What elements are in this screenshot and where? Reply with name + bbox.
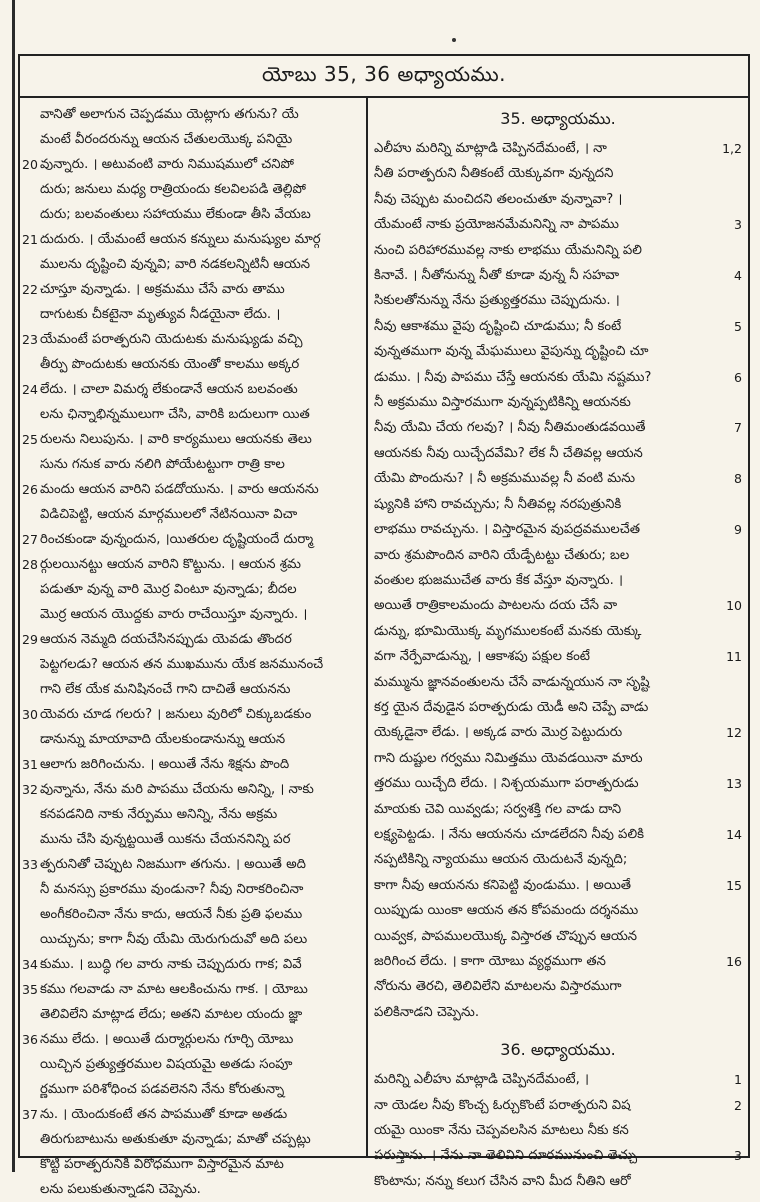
verse-number: 31 bbox=[22, 757, 38, 772]
verse-number: 3 bbox=[734, 1148, 742, 1164]
text-line bbox=[22, 377, 360, 402]
line-text: వున్నారు. । అటువంటి వారు నిముషములో చనిపో bbox=[40, 157, 294, 172]
text-line bbox=[374, 1118, 742, 1143]
verse-number: 7 bbox=[734, 420, 742, 436]
line-text: నా యెడల నీవు కొంచ్చ ఓర్చుకొంటే పరాత్పరుని విష bbox=[374, 1097, 631, 1113]
verse-number bbox=[716, 924, 742, 949]
line-text: రులను నిలుపును. । వారి కార్యములు ఆయనకు తెలు bbox=[40, 432, 312, 447]
line-text: వానితో అలాగున చెప్పడము యెట్లాగు తగును? యే bbox=[40, 107, 299, 122]
verse-number bbox=[716, 339, 742, 364]
verse-number bbox=[716, 746, 742, 771]
text-line bbox=[374, 1143, 742, 1168]
line-text: నోరును తెరచి, తెలివిలేని మాటలను విస్తారముగా bbox=[374, 979, 622, 995]
line-text: తీర్పు పొందుటకు ఆయనకు యెంతో కాలము అక్కర bbox=[40, 357, 300, 372]
verse-number: 4 bbox=[734, 268, 742, 284]
text-line bbox=[374, 568, 742, 593]
line-text: ర్ణముగా పరిశోధించ పడవలెనని నేను కోరుతున్నా bbox=[40, 1082, 285, 1097]
text-line bbox=[22, 577, 360, 602]
text-line bbox=[22, 727, 360, 752]
verse-number: 24 bbox=[22, 382, 38, 397]
text-line bbox=[22, 327, 360, 352]
line-text: తెలివిలేని మాట్లాడ లేదు; అతని మాటల యందు జ్ఞా bbox=[40, 1007, 303, 1022]
text-line bbox=[22, 702, 360, 727]
text-line bbox=[22, 1077, 360, 1102]
text-line bbox=[22, 602, 360, 627]
verse-number bbox=[716, 441, 742, 466]
line-text: మంటే వీరందరున్ను ఆయన చేతులయొక్క పనియై bbox=[40, 132, 293, 147]
text-line bbox=[374, 339, 742, 364]
line-text: మందు ఆయన వారిని పడదోయును. । వారు ఆయనను bbox=[40, 482, 319, 497]
line-text: మును చేసి వున్నట్టయితే యికను చేయననిన్ని పర bbox=[40, 832, 291, 847]
text-line bbox=[374, 619, 742, 644]
text-line bbox=[22, 1152, 360, 1177]
line-text: విడిచిపెట్టి, ఆయన మార్గములలో నేటినయినా విచా bbox=[40, 507, 298, 522]
chapter-35-heading: 35. అధ్యాయము. bbox=[500, 109, 616, 128]
right-column bbox=[368, 98, 748, 1189]
text-line bbox=[22, 177, 360, 202]
chapter-35-text bbox=[374, 136, 742, 1025]
text-line bbox=[22, 127, 360, 152]
verse-number: 25 bbox=[22, 432, 38, 447]
line-text: యెవరు చూడ గలరు? । జనులు వురిలో చిక్కుబడకుం bbox=[40, 707, 312, 722]
text-line bbox=[374, 974, 742, 999]
verse-number: 32 bbox=[22, 782, 38, 797]
text-line bbox=[22, 1127, 360, 1152]
line-text: సును గనుక వారు నలిగి పోయేటట్టుగా రాత్రి కాల bbox=[40, 457, 285, 472]
text-line bbox=[374, 543, 742, 568]
line-text: పరుస్తాను. । నేను నా తెలివిని దూరమునుంచి తెచ్చు bbox=[374, 1148, 638, 1164]
verse-number: 9 bbox=[734, 522, 742, 538]
line-text: అంగీకరించినా నేను కాదు, ఆయనే నీకు ప్రతి ఫలము bbox=[40, 907, 303, 922]
text-line bbox=[374, 949, 742, 974]
text-line bbox=[22, 677, 360, 702]
chapter-36-heading: 36. అధ్యాయము. bbox=[500, 1040, 616, 1060]
line-text: వంతుల భుజముచేత వారు కేక వేస్తూ వున్నారు. । bbox=[374, 572, 623, 588]
line-text: ష్యునికి హాని రావచ్చును; నీ నీతివల్ల నరపుత్రునికి bbox=[374, 496, 622, 512]
line-text: వగా నేర్పేవాడున్ను, । ఆకాశపు పక్షుల కంటే bbox=[374, 649, 590, 665]
text-line bbox=[374, 441, 742, 466]
text-line bbox=[22, 452, 360, 477]
text-line bbox=[22, 1102, 360, 1127]
line-text: తిరుగుబాటును అతుకుతూ వున్నాడు; మాతో చప్పట్లు bbox=[40, 1132, 311, 1147]
line-text: నీ అక్రమము విస్తారముగా వున్నప్పటికిన్ని ఆయనకు bbox=[374, 395, 631, 411]
line-text: నీవు యేమి చేయ గలవు? । నీవు నీతిమంతుడవయితే bbox=[374, 420, 646, 436]
verse-number bbox=[716, 847, 742, 872]
verse-number: 22 bbox=[22, 282, 38, 297]
line-text: యిచ్చును; కాగా నీవు యేమి యెరుగుదువో అది పలు bbox=[40, 932, 308, 947]
text-line bbox=[374, 822, 742, 847]
text-line bbox=[374, 924, 742, 949]
verse-number: 16 bbox=[726, 954, 742, 969]
verse-number bbox=[22, 1077, 40, 1102]
line-text: మాయకు చెవి యివ్వడు; సర్వశక్తి గల వాడు దాని bbox=[374, 801, 622, 817]
line-text: మమ్మును జ్ఞానవంతులను చేసే వాడున్నయున నా సృష్టి bbox=[374, 674, 650, 690]
text-line bbox=[22, 227, 360, 252]
text-line bbox=[374, 365, 742, 390]
text-line bbox=[374, 746, 742, 771]
line-text: యేమంటే నాకు ప్రయోజనమేమనిన్ని నా పాపము bbox=[374, 217, 619, 233]
text-line bbox=[22, 1177, 360, 1202]
line-text: కాగా నీవు ఆయనను కనిపెట్టి వుండుము. । అయితే bbox=[374, 877, 632, 893]
page-title: యోబు 35, 36 అధ్యాయము. bbox=[261, 61, 506, 86]
verse-number: 30 bbox=[22, 707, 38, 722]
text-line bbox=[374, 288, 742, 313]
line-text: కనపడనిది నాకు నేర్పుము అనిన్ని, నేను అక్రమ bbox=[40, 807, 278, 822]
text-line bbox=[22, 1027, 360, 1052]
verse-number bbox=[716, 1169, 742, 1194]
text-line bbox=[22, 852, 360, 877]
line-text: అయితే రాత్రికాలమందు పాటలను దయ చేసే వా bbox=[374, 598, 618, 614]
text-line bbox=[22, 877, 360, 902]
verse-number: 1 bbox=[734, 1072, 742, 1088]
verse-number bbox=[716, 898, 742, 923]
text-line bbox=[22, 627, 360, 652]
verse-number bbox=[22, 502, 40, 527]
verse-number: 15 bbox=[726, 877, 742, 893]
text-line bbox=[22, 927, 360, 952]
verse-number: 14 bbox=[726, 826, 742, 842]
line-text: నము లేదు. । అయితే దుర్మార్గులను గూర్చి యోబు bbox=[40, 1032, 294, 1047]
verse-number bbox=[22, 102, 40, 127]
line-text: యమై యింకా నేను చెప్పవలసిన మాటలు నీకు కన bbox=[374, 1123, 629, 1139]
text-line bbox=[374, 492, 742, 517]
verse-number bbox=[22, 1177, 40, 1202]
verse-number bbox=[22, 1052, 40, 1077]
text-line bbox=[22, 1052, 360, 1077]
text-line bbox=[22, 302, 360, 327]
verse-number bbox=[716, 288, 742, 313]
verse-number: 34 bbox=[22, 957, 38, 972]
line-text: మొర్ర ఆయన యొద్దకు వారు రాచేయిస్తూ వున్నారు. । bbox=[40, 607, 308, 622]
line-text: డానున్ను మాయావాది యేలకుండానున్ను ఆయన bbox=[40, 732, 286, 747]
verse-number bbox=[22, 302, 40, 327]
chapter-36-text bbox=[374, 1067, 742, 1194]
columns bbox=[20, 98, 748, 1197]
text-line bbox=[374, 873, 742, 898]
verse-number bbox=[716, 670, 742, 695]
line-text: నీ మనస్సు ప్రకారము వుండునా? నీవు నిరాకరించినా bbox=[40, 882, 304, 897]
line-text: యిప్పుడు యింకా ఆయన తన కోపమందు దర్శనము bbox=[374, 903, 639, 919]
verse-number: 12 bbox=[726, 725, 742, 741]
verse-number bbox=[22, 927, 40, 952]
text-line bbox=[22, 802, 360, 827]
verse-number: 2 bbox=[734, 1097, 742, 1113]
line-text: యివ్వక, పాపములయొక్క విస్తారత చొప్పున ఆయన bbox=[374, 928, 638, 944]
text-line bbox=[374, 847, 742, 872]
text-line bbox=[374, 1000, 742, 1025]
text-line bbox=[374, 644, 742, 669]
text-line bbox=[374, 466, 742, 491]
verse-number bbox=[716, 161, 742, 186]
line-text: వారు శ్రమపొందిన వారిని యేడ్పేటట్టు చేతురు; బల bbox=[374, 547, 630, 563]
line-text: నీవు చెప్పుట మంచిదని తలంచుతూ వున్నావా? । bbox=[374, 191, 623, 207]
text-line bbox=[374, 1067, 742, 1092]
line-text: గాని దుష్టుల గర్వము నిమిత్తము యెవడయినా మారు bbox=[374, 750, 643, 766]
verse-number: 29 bbox=[22, 632, 38, 647]
line-text: యిచ్చిన ప్రత్యుత్తరముల విషయమై అతడు సంపూ bbox=[40, 1057, 293, 1072]
text-line bbox=[22, 1002, 360, 1027]
line-text: నీతి పరాత్పరుని నీతికంటే యెక్కువగా వున్నదని bbox=[374, 166, 614, 182]
verse-number: 35 bbox=[22, 982, 38, 997]
text-line bbox=[22, 152, 360, 177]
verse-number bbox=[716, 568, 742, 593]
verse-number bbox=[22, 652, 40, 677]
text-line bbox=[22, 277, 360, 302]
verse-number: 36 bbox=[22, 1032, 38, 1047]
line-text: మరిన్ని ఎలీహు మాట్లాడి చెప్పినదేమంటే, । bbox=[374, 1072, 589, 1088]
verse-number bbox=[22, 727, 40, 752]
line-text: పడుతూ వున్న వారి మొర్ర వింటూ వున్నాడు; బీదల bbox=[40, 582, 297, 597]
text-line bbox=[22, 402, 360, 427]
line-text: లేదు. । చాలా విమర్శ లేకుండానే ఆయన బలవంతు bbox=[40, 382, 298, 397]
line-text: రించకుండా వున్నందున, ।యితరుల దృష్టియందే దుర్మా bbox=[40, 532, 314, 547]
text-line bbox=[374, 212, 742, 237]
verse-number bbox=[22, 1002, 40, 1027]
text-line bbox=[22, 202, 360, 227]
verse-number bbox=[716, 695, 742, 720]
verse-number bbox=[22, 452, 40, 477]
text-line bbox=[374, 695, 742, 720]
text-line bbox=[22, 652, 360, 677]
verse-number bbox=[22, 352, 40, 377]
line-text: నీవు ఆకాశము వైపు దృష్టించి చూడుము; నీ కంటే bbox=[374, 318, 622, 334]
verse-number bbox=[716, 797, 742, 822]
verse-number bbox=[22, 1127, 40, 1152]
text-line bbox=[22, 502, 360, 527]
verse-number bbox=[22, 827, 40, 852]
text-line bbox=[374, 136, 742, 161]
line-text: చూస్తూ వున్నాడు. । అక్రమము చేసే వారు తాము bbox=[40, 282, 285, 297]
line-text: కము గలవాడు నా మాట ఆలకించును గాక. । యోబు bbox=[40, 982, 308, 997]
left-column bbox=[20, 98, 368, 1197]
text-line bbox=[374, 187, 742, 212]
verse-number: 37 bbox=[22, 1107, 38, 1122]
text-line bbox=[374, 898, 742, 923]
line-text: ఆలాగు జరిగించును. । అయితే నేను శిక్షను పొంది bbox=[40, 757, 290, 772]
verse-number: 20 bbox=[22, 157, 38, 172]
verse-number bbox=[22, 802, 40, 827]
line-text: పెట్టగలడు? ఆయన తన ముఖమును యేక జనమునంచే bbox=[40, 657, 324, 672]
text-line bbox=[374, 1093, 742, 1118]
line-text: దురు; జనులు మధ్య రాత్రియందు కలవిలపడి తెల్లిపో bbox=[40, 182, 306, 197]
line-text: ములను దృష్టించి వున్నవి; వారి నడకలన్నిటినీ ఆయన bbox=[40, 257, 311, 272]
text-line bbox=[22, 752, 360, 777]
text-line bbox=[374, 263, 742, 288]
line-text: ర్గులయినట్టు ఆయన వారిని కొట్టును. । ఆయన శ్రమ bbox=[40, 557, 301, 572]
text-line bbox=[22, 477, 360, 502]
line-text: ఎలీహు మరిన్ని మాట్లాడి చెప్పినదేమంటే, । నా bbox=[374, 141, 607, 156]
verse-number: 21 bbox=[22, 232, 38, 247]
verse-number: 8 bbox=[734, 471, 742, 487]
verse-number bbox=[22, 902, 40, 927]
text-line bbox=[374, 593, 742, 618]
line-text: త్పరునితో చెప్పుట నిజముగా తగును. । అయితే అది bbox=[40, 857, 306, 872]
verse-number: 1,2 bbox=[722, 141, 742, 156]
verse-number bbox=[22, 877, 40, 902]
line-text: యేమి పొందును? । నీ అక్రమమువల్ల నీ వంటి మను bbox=[374, 471, 636, 487]
verse-number bbox=[716, 187, 742, 212]
text-line bbox=[374, 390, 742, 415]
verse-number bbox=[22, 202, 40, 227]
verse-number: 27 bbox=[22, 532, 38, 547]
line-text: వున్నతముగా వున్న మేఘములు వైపున్ను దృష్టించి చూ bbox=[374, 344, 649, 360]
text-line bbox=[22, 527, 360, 552]
verse-number: 10 bbox=[726, 598, 742, 614]
line-text: కర్త యైన దేవుడైన పరాత్పరుడు యెడీ అని చెప్పే వాడు bbox=[374, 699, 649, 715]
text-line bbox=[374, 797, 742, 822]
line-text: వున్నాను, నేను మరి పాపము చేయను అనిన్ని, । నాకు bbox=[40, 782, 314, 797]
verse-number: 23 bbox=[22, 332, 38, 347]
text-line bbox=[22, 252, 360, 277]
line-text: సికులతోనున్ను నేను ప్రత్యుత్తరము చెప్పుదును. । bbox=[374, 293, 620, 309]
line-text: ఆయనకు నీవు యిచ్చేదవేమి? లేక నీ చేతివల్ల ఆయన bbox=[374, 445, 643, 461]
ink-dot bbox=[452, 38, 456, 42]
page-header bbox=[20, 56, 748, 98]
text-line bbox=[22, 552, 360, 577]
line-text: జరిగించ లేదు. । కాగా యోబు వ్యర్థముగా తన bbox=[374, 954, 606, 969]
verse-number bbox=[716, 390, 742, 415]
verse-number bbox=[22, 1152, 40, 1177]
page-edge bbox=[12, 0, 15, 1172]
verse-number bbox=[22, 252, 40, 277]
text-line bbox=[374, 314, 742, 339]
verse-number: 13 bbox=[726, 776, 742, 792]
verse-number bbox=[716, 1000, 742, 1025]
line-text: కొంటాను; నన్ను కలుగ చేసిన వాని మీద నీతిని ఆరో bbox=[374, 1173, 631, 1189]
line-text: లక్ష్యపెట్టడు. । నేను ఆయనను చూడలేదని నీవు పలికి bbox=[374, 826, 644, 842]
verse-number bbox=[716, 974, 742, 999]
verse-number bbox=[716, 543, 742, 568]
line-text: దురు; బలవంతులు సహాయము లేకుండా తీసి వేయబ bbox=[40, 207, 311, 222]
verse-number bbox=[716, 619, 742, 644]
line-text: డున్ను, భూమియొక్క మృగములకంటే మనకు యెక్కు bbox=[374, 623, 642, 639]
line-text: పలికినాడని చెప్పెను. bbox=[374, 1004, 480, 1020]
text-line bbox=[374, 238, 742, 263]
text-line bbox=[374, 161, 742, 186]
text-line bbox=[22, 102, 360, 127]
verse-number: 33 bbox=[22, 857, 38, 872]
text-line bbox=[22, 427, 360, 452]
verse-number: 5 bbox=[734, 318, 742, 334]
verse-number bbox=[22, 677, 40, 702]
verse-number: 11 bbox=[726, 649, 742, 665]
line-text: యేమంటే పరాత్పరుని యెదుటకు మనుష్యుడు వచ్చి bbox=[40, 332, 303, 347]
line-text: లను ఛిన్నాభిన్నములుగా చేసి, వారికి బదులుగా యిత bbox=[40, 407, 310, 422]
line-text: దుదురు. । యేమంటే ఆయన కన్నులు మనుష్యుల మార్గ bbox=[40, 232, 321, 247]
line-text: కినావే. । నీతోనున్ను నీతో కూడా వున్న నీ సహవా bbox=[374, 268, 620, 284]
verse-number bbox=[22, 577, 40, 602]
verse-number bbox=[22, 402, 40, 427]
text-line bbox=[374, 771, 742, 796]
text-line bbox=[22, 977, 360, 1002]
verse-number bbox=[716, 492, 742, 517]
verse-number: 28 bbox=[22, 557, 38, 572]
verse-number bbox=[22, 177, 40, 202]
verse-number bbox=[22, 127, 40, 152]
verse-number: 3 bbox=[734, 217, 742, 233]
verse-number bbox=[716, 1118, 742, 1143]
text-line bbox=[22, 827, 360, 852]
line-text: కొట్టి పరాత్పరునికి విరోధముగా విస్తారమైన మాట bbox=[40, 1157, 284, 1172]
verse-number bbox=[22, 602, 40, 627]
line-text: ఆయన నెమ్మది దయచేసినప్పుడు యెవడు తొందర bbox=[40, 632, 292, 647]
verse-number: 6 bbox=[734, 369, 742, 385]
text-line bbox=[374, 415, 742, 440]
line-text: యెక్కడైనా లేడు. । అక్కడ వారు మొర్ర పెట్టుదురు bbox=[374, 725, 623, 741]
text-line bbox=[22, 952, 360, 977]
text-line bbox=[22, 352, 360, 377]
text-line bbox=[374, 670, 742, 695]
line-text: నుంచి పరిహారమువల్ల నాకు లాభము యేమనిన్ని పలి bbox=[374, 242, 642, 258]
line-text: గాని లేక యేక మనిషినంచే గాని దాచితే ఆయనను bbox=[40, 682, 291, 697]
verse-number: 26 bbox=[22, 482, 38, 497]
line-text: డుము. । నీవు పాపము చేస్తే ఆయనకు యేమి నష్టము? bbox=[374, 369, 652, 385]
text-line bbox=[374, 720, 742, 745]
line-text: త్తరము యిచ్చేది లేదు. । నిశ్చయముగా పరాత్పరుడు bbox=[374, 776, 639, 792]
line-text: నప్పటికిన్ని న్యాయము ఆయన యెదుటనే వున్నది; bbox=[374, 852, 628, 868]
line-text: లాభము రావచ్చును. । విస్తారమైన వుపద్రవములచేత bbox=[374, 522, 641, 538]
verse-number bbox=[716, 238, 742, 263]
text-line bbox=[374, 1169, 742, 1194]
line-text: కుము. । బుద్ధి గల వారు నాకు చెప్పుదురు గాక; వివే bbox=[40, 957, 302, 972]
text-line bbox=[22, 777, 360, 802]
page-frame bbox=[18, 54, 750, 1197]
text-line bbox=[22, 902, 360, 927]
line-text: లను పలుకుతున్నాడని చెప్పెను. bbox=[40, 1182, 201, 1197]
text-line bbox=[374, 517, 742, 542]
line-text: దాగుటకు చీకటైనా మృత్యువ నీడయైనా లేదు. । bbox=[40, 307, 281, 322]
line-text: ను. । యెందుకంటే తన పాపముతో కూడా అతడు bbox=[40, 1107, 288, 1122]
